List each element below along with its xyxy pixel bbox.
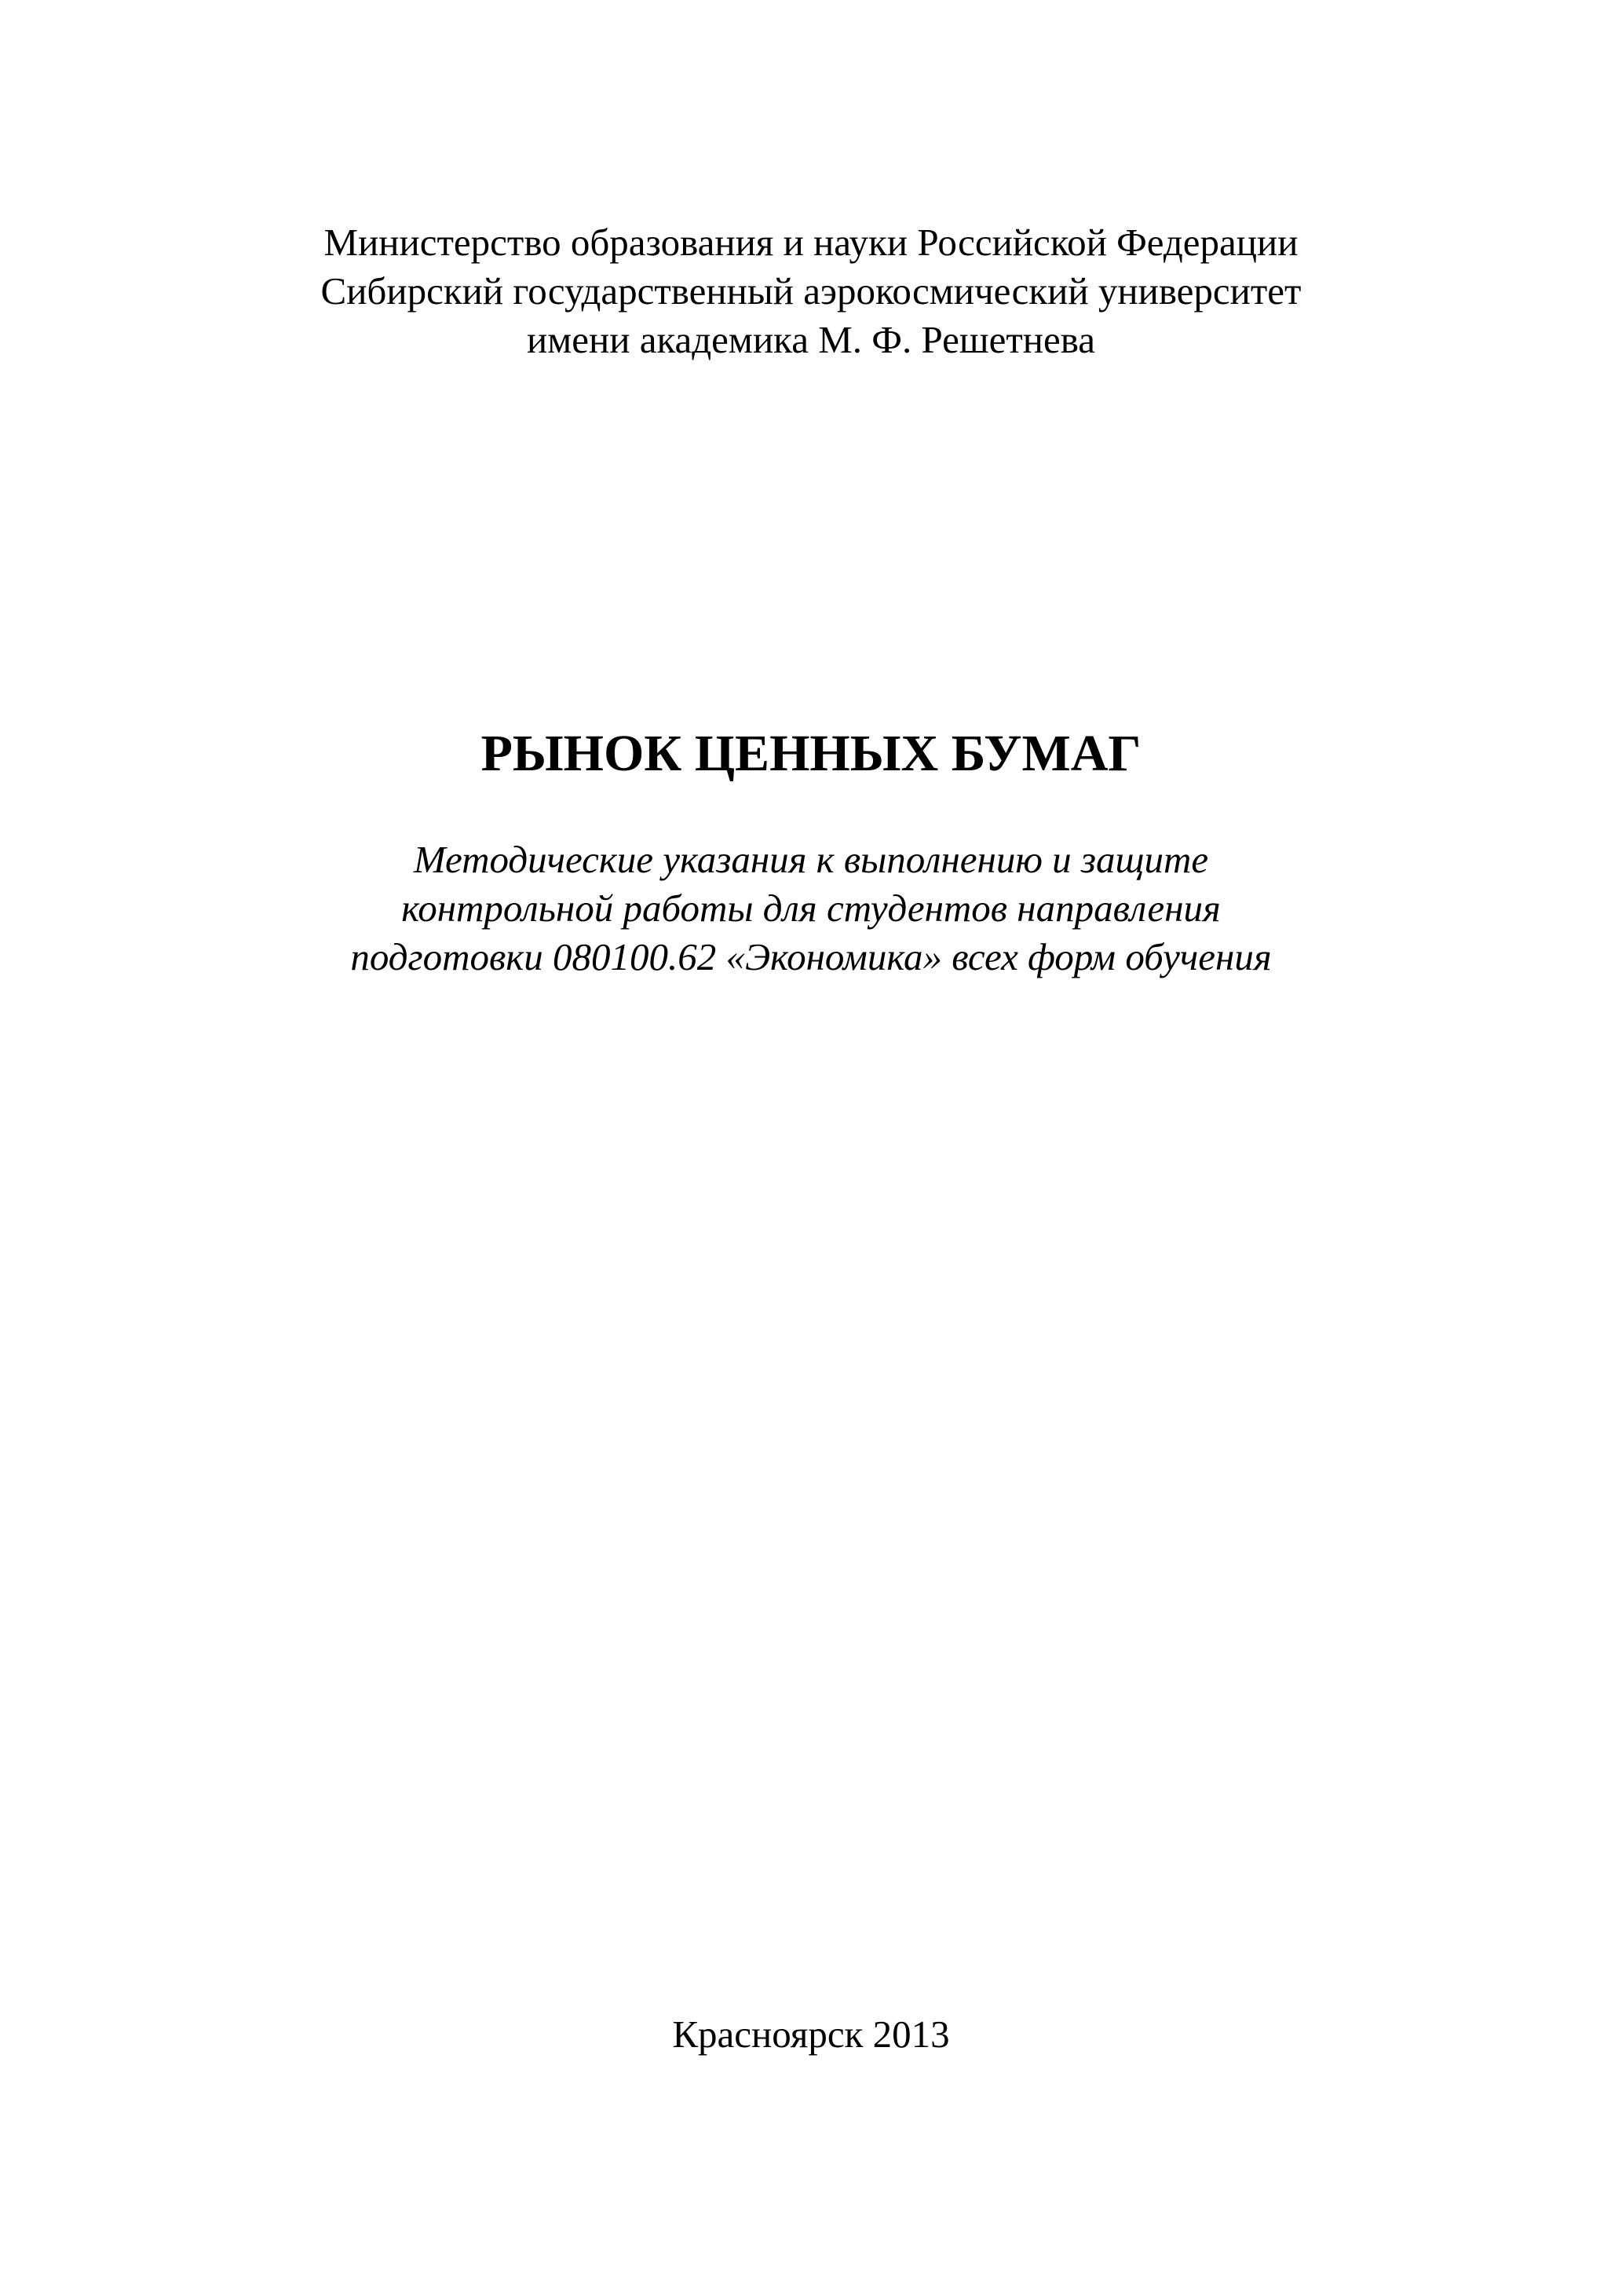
subtitle-line-3: подготовки 080100.62 «Экономика» всех форм обучения <box>350 935 1272 978</box>
subtitle-line-2: контрольной работы для студентов направления <box>401 887 1221 930</box>
document-subtitle <box>0 835 1622 982</box>
university-namesake: имени академика М. Ф. Решетнева <box>527 318 1095 361</box>
subtitle-line-1: Методические указания к выполнению и защите <box>413 838 1209 881</box>
university-name: Сибирский государственный аэрокосмический университет <box>320 269 1302 313</box>
document-title: РЫНОК ЦЕННЫХ БУМАГ <box>480 725 1142 782</box>
ministry-name: Министерство образования и науки Российской Федерации <box>323 221 1299 264</box>
institution-header <box>0 218 1622 364</box>
place-and-year: Красноярск 2013 <box>672 2013 950 2056</box>
